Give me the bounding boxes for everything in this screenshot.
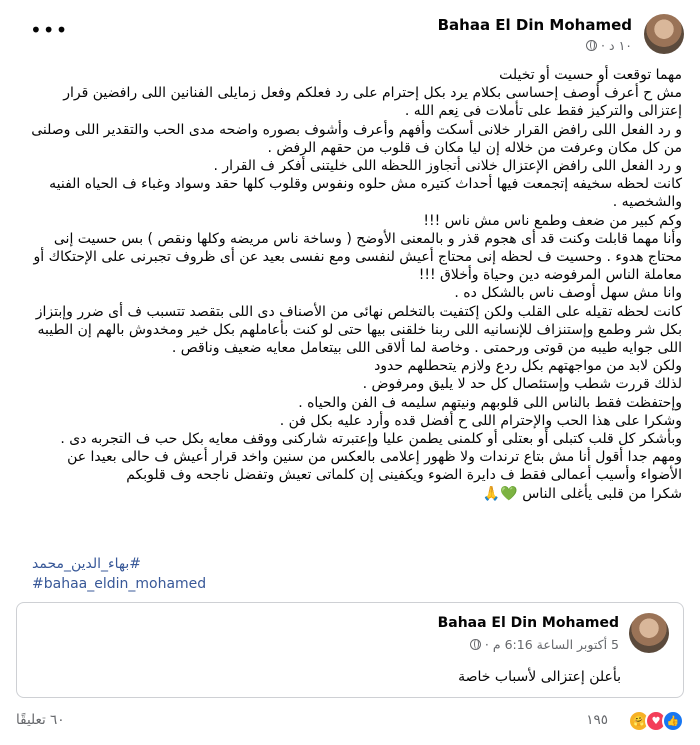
shared-post-meta: 5 أكتوبر الساعة 6:16 م · xyxy=(470,637,619,652)
love-icon: ♥ xyxy=(645,710,667,732)
post-paragraph: مش ح أعرف أوصف إحساسى بكلام يرد بكل إحترام على رد فعلكم وفعل زمايلى الفنانين اللى رافضين قرار إعتزالى والتركيز فقط على تأملات فى نِعم الله . xyxy=(63,85,682,120)
shared-author-avatar[interactable] xyxy=(629,613,669,653)
hashtag-english[interactable]: #bahaa_eldin_mohamed xyxy=(32,576,207,592)
globe-icon xyxy=(586,40,597,51)
post-body xyxy=(28,66,682,503)
post-paragraph: كانت لحظه سخيفه إتجمعت فيها أحداث كتيره مش حلوه ونفوس وقلوب كلها حقد وسواد وغباء ف الحياه الفنيه والشخصيه . xyxy=(49,176,682,211)
post-paragraph: و رد الفعل اللى رافض القرار خلانى أسكت وأفهم وأعرف وأشوف بصوره واضحه مدى الحب والتقدير اللى وصلنى من كل مكان وعرفت من خلاله إن ليا مكان ف قلوب من حقهم الرفض . xyxy=(31,121,682,156)
post-meta: ١٠ د · xyxy=(586,38,632,53)
post-paragraph: وأنا مهما قابلت وكنت قد أى هجوم قذر و بالمعنى الأوضح ( وساخة ناس مريضه وكلها ونقص ) بس حسيت إنى محتاج هدوء . وحسيت ف لحظه إنى محتاج أعيش لنفسى ومع نفسى بعيد عن أى ظروف تجبرنى على الإحتكاك أو معاملة الناس المرفوضه دين وحياة وأخلاق !!! xyxy=(33,230,682,284)
shared-post-time[interactable]: 5 أكتوبر الساعة 6:16 م xyxy=(492,637,619,652)
reactions-bar xyxy=(0,708,700,734)
shared-post-card[interactable] xyxy=(16,602,684,698)
post-paragraph: شكرا من قلبى يأغلى الناس 💚🙏 xyxy=(482,485,682,502)
shared-post-text: بأعلن إعتزالى لأسباب خاصة xyxy=(458,669,621,685)
post-header xyxy=(0,14,700,64)
like-icon: 👍 xyxy=(662,710,684,732)
hashtag-arabic[interactable]: #بهاء_الدين_محمد xyxy=(32,556,141,572)
post-paragraph: ولكن لابد من مواجهتهم بكل ردع ولازم يتحطلهم حدود xyxy=(374,358,682,375)
comments-count[interactable]: ٦٠ تعليقًا xyxy=(16,712,65,728)
post-paragraph: وبأشكر كل قلب كتبلى أو بعتلى أو كلمنى يطمن عليا وإعتبرته شاركنى ووقف معايه بكل حب ف التجربه دى . xyxy=(60,431,682,448)
post-paragraph: وإحتفظت فقط بالناس اللى قلوبهم ونيتهم سليمه ف الفن والحياه . xyxy=(298,394,682,411)
shared-author-name[interactable]: Bahaa El Din Mohamed xyxy=(437,615,619,631)
post-paragraph: لذلك قررت شطب وإستئصال كل حد لا يليق ومرفوض . xyxy=(362,376,682,393)
author-name[interactable]: Bahaa El Din Mohamed xyxy=(437,16,632,34)
reaction-icons[interactable] xyxy=(633,710,684,732)
post-paragraph: وشكرا على هذا الحب والإحترام اللى ح أفضل قده وأرد عليه بكل فن . xyxy=(279,412,682,429)
reaction-count[interactable]: ١٩٥ xyxy=(586,712,608,728)
author-avatar[interactable] xyxy=(644,14,684,54)
post-paragraph: وكم كبير من ضعف وطمع ناس مش ناس !!! xyxy=(423,212,682,229)
post-paragraph: مهما توقعت أو حسيت أو تخيلت xyxy=(499,67,682,83)
post-paragraph: ومهم جدا أقول أنا مش بتاع ترندات ولا ظهور إعلامى بالعكس من سنين واخد قرار أعيش ف حالى بعيدا عن الأضواء وأسيب أعمالى فقط ف دايرة الضوء ويكفينى إن كلماتى تعيش وتفضل ناجحه وف قلوبكم xyxy=(67,449,682,484)
care-icon: 🤗 xyxy=(628,710,650,732)
more-options-icon[interactable]: ••• xyxy=(30,18,69,42)
post-paragraph: و رد الفعل اللى رافض الإعتزال خلانى أتجاوز اللحظه اللى خليتنى أفكر ف القرار . xyxy=(213,158,682,175)
globe-icon xyxy=(470,639,481,650)
post-paragraph: وانا مش سهل أوصف ناس بالشكل ده . xyxy=(454,285,682,302)
post-time[interactable]: ١٠ د xyxy=(609,38,632,53)
post-paragraph: كانت لحظه تقيله على القلب ولكن إكتفيت بالتخلص نهائى من الأصناف دى اللى بتقصد تتسبب ف أى ضرر وإبتزاز بكل شر وطمع وإستنزاف للإنسانيه اللى ربنا خلقنى بيها حتى لو كنت بأعاملهم بكل خير ومخدوش بالهم إن الطيبه اللى جوايه طيبه من قوتى ورحمتى . وخاصة لما ألاقى اللى بيتعامل معايه ضعيف وناقص . xyxy=(35,303,682,357)
